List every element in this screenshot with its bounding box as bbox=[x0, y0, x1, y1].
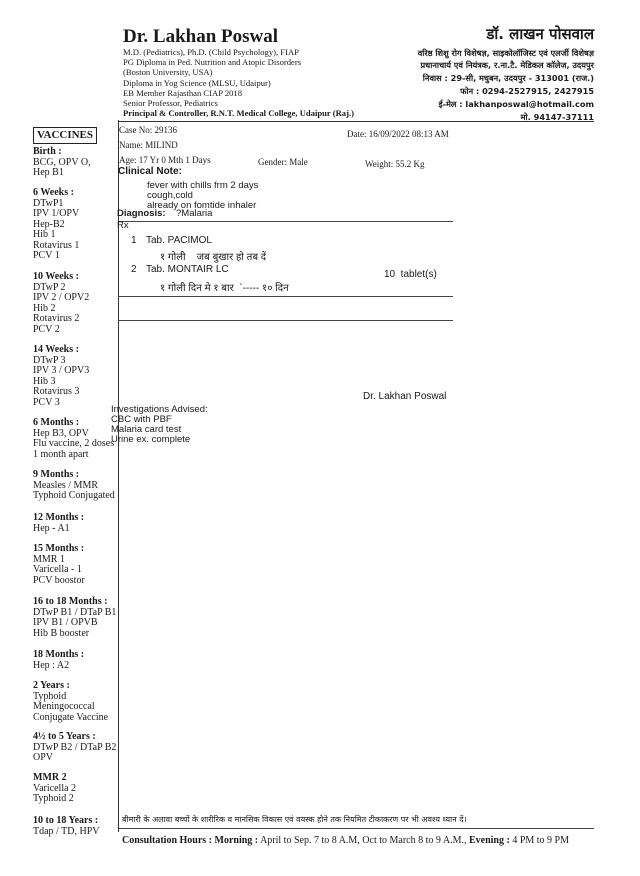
evening-label: Evening : bbox=[468, 835, 510, 846]
vaccine-section-title: 16 to 18 Months : bbox=[33, 596, 108, 607]
vaccine-item: MMR 1 bbox=[33, 553, 65, 565]
signature: Dr. Lakhan Poswal bbox=[363, 391, 447, 402]
diagnosis-value: ?Malaria bbox=[176, 208, 213, 219]
vaccine-item: PCV 3 bbox=[33, 396, 60, 408]
vaccine-section bbox=[33, 418, 114, 460]
investigation-item: Malaria card test bbox=[111, 424, 182, 435]
vaccine-section-title: Birth : bbox=[33, 146, 62, 157]
morning-label: Morning : bbox=[214, 835, 259, 846]
vaccine-section-title: 10 to 18 Years : bbox=[33, 815, 99, 826]
vaccine-item: Hib 1 bbox=[33, 229, 56, 240]
rx-item-name: Tab. PACIMOL bbox=[146, 235, 212, 246]
diagnosis-rule bbox=[118, 221, 453, 222]
vaccine-item: DTwP 2 bbox=[33, 281, 66, 293]
vaccine-item: Hep B1 bbox=[33, 167, 64, 178]
rx-item-instruction: १ गोली जब बुखार हो तब दें bbox=[160, 252, 267, 263]
vaccine-item: Typhoid bbox=[33, 690, 67, 702]
rx-item-name: Tab. MONTAIR LC bbox=[146, 264, 229, 275]
vaccine-item: Flu vaccine, 2 doses bbox=[33, 438, 115, 449]
rx-rule bbox=[118, 296, 453, 297]
vaccine-item: Typhoid 2 bbox=[33, 793, 74, 804]
morning-hours: April to Sep. 7 to 8 A.M, Oct to March 8 to 9 A.M., bbox=[260, 835, 467, 846]
patient-weight: Weight: 55.2 Kg bbox=[365, 159, 425, 169]
vaccine-item: Varicella - 1 bbox=[33, 564, 82, 575]
vaccine-section bbox=[33, 188, 79, 262]
patient-age: Age: 17 Yr 0 Mth 1 Days bbox=[119, 155, 211, 165]
vaccine-item: Hep - A1 bbox=[33, 522, 70, 534]
case-number: Case No: 29136 bbox=[119, 125, 177, 135]
vaccine-section-title: 18 Months : bbox=[33, 649, 85, 660]
patient-gender: Gender: Male bbox=[258, 157, 308, 167]
clinical-note-line: cough,cold bbox=[147, 190, 193, 201]
vaccine-item: Meningococcal bbox=[33, 701, 95, 712]
rx-item-number: 1 bbox=[131, 235, 137, 246]
diagnosis-label: Diagnosis: bbox=[117, 208, 166, 219]
vaccine-section bbox=[33, 681, 108, 723]
investigation-item: CBC with PBF bbox=[111, 414, 172, 425]
rx-rule bbox=[118, 320, 453, 321]
vaccine-item: Conjugate Vaccine bbox=[33, 711, 109, 723]
vaccine-item: OPV bbox=[33, 752, 54, 763]
vaccine-item: Measles / MMR bbox=[33, 479, 98, 491]
vaccine-section-title: 14 Weeks : bbox=[33, 344, 79, 355]
hindi-line: वरिष्ठ शिशु रोग विशेषज्ञ, साइकोलॉजिस्ट एवं एलर्जी विशेषज्ञ bbox=[417, 48, 594, 58]
qualification-line: M.D. (Pediatrics), Ph.D. (Child Psychology), FIAP bbox=[123, 47, 299, 57]
footer-hindi-note: बीमारी के अलावा बच्चों के शारीरिक व मानसिक विकास एवं वयस्क होने तक नियमित टीकाकरण पर भी अवश्य ध्यान दें। bbox=[122, 815, 467, 824]
principal-line: Principal & Controller, R.N.T. Medical College, Udaipur (Raj.) bbox=[123, 108, 354, 118]
vaccine-item: Rotavirus 2 bbox=[33, 313, 80, 324]
vaccine-section-title: 6 Weeks : bbox=[33, 187, 74, 198]
vaccine-section bbox=[33, 650, 84, 671]
vaccine-section bbox=[33, 816, 99, 837]
doctor-name: Dr. Lakhan Poswal bbox=[123, 26, 279, 47]
qualification-line: Diploma in Yog Science (MLSU, Udaipur) bbox=[123, 78, 271, 88]
vaccine-section-title: 2 Years : bbox=[33, 680, 70, 691]
vaccine-item: DTwP 3 bbox=[33, 354, 66, 366]
vaccine-item: DTwP B2 / DTaP B2 bbox=[33, 741, 117, 753]
vaccine-item: Hib 3 bbox=[33, 375, 56, 387]
vaccine-section bbox=[33, 732, 116, 764]
header-divider bbox=[118, 121, 594, 122]
vaccine-item: PCV 1 bbox=[33, 250, 60, 261]
doctor-name-hindi: डॉ. लाखन पोसवाल bbox=[486, 25, 594, 43]
hindi-address: निवास : 29-सी, मधुबन, उदयपुर - 313001 (राज.) bbox=[422, 73, 594, 83]
vaccine-item: Hib B booster bbox=[33, 627, 90, 639]
vaccine-section bbox=[33, 147, 91, 179]
qualification-line: Senior Professor, Pediatrics bbox=[123, 98, 218, 108]
vaccine-item: Rotavirus 1 bbox=[33, 239, 80, 251]
vaccine-item: DTwP1 bbox=[33, 197, 64, 209]
vaccine-item: IPV B1 / OPVB bbox=[33, 617, 98, 628]
vaccine-item: Hep : A2 bbox=[33, 659, 70, 671]
evening-hours: 4 PM to 9 PM bbox=[512, 835, 569, 846]
rx-item-instruction: १ गोली दिन मे १ बार `----- १० दिन bbox=[160, 283, 289, 294]
rx-label: Rx bbox=[117, 220, 129, 231]
vaccine-section bbox=[33, 345, 89, 408]
clinical-note-line: already on fomtide inhaler bbox=[147, 200, 257, 211]
vaccine-section-title: 10 Weeks : bbox=[33, 271, 79, 282]
hindi-line: प्रधानाचार्य एवं नियंत्रक, र.ना.टै. मेडिकल कॉलेज, उदयपुर bbox=[420, 60, 594, 70]
vaccine-section-title: 6 Months : bbox=[33, 417, 80, 428]
vaccine-item: Rotavirus 3 bbox=[33, 386, 80, 397]
vaccine-item: BCG, OPV O, bbox=[33, 156, 91, 168]
vaccine-section-title: 12 Months : bbox=[33, 512, 85, 523]
vaccine-section-title: 9 Months : bbox=[33, 469, 80, 480]
vaccine-section bbox=[33, 272, 89, 335]
qualification-line: EB Member Rajasthan CIAP 2018 bbox=[123, 88, 243, 98]
vaccine-item: IPV 2 / OPV2 bbox=[33, 292, 90, 303]
hindi-mobile: मो. 94147-37111 bbox=[520, 112, 594, 122]
vaccine-item: Tdap / TD, HPV bbox=[33, 825, 100, 837]
clinical-note-line: fever with chills frm 2 days bbox=[147, 180, 259, 191]
vaccine-item: Hib 2 bbox=[33, 302, 56, 314]
vaccine-item: Varicella 2 bbox=[33, 782, 77, 794]
vaccine-item: IPV 1/OPV bbox=[33, 208, 80, 219]
investigations-label: Investigations Advised: bbox=[111, 404, 208, 415]
vaccines-title: VACCINES bbox=[33, 127, 97, 144]
vaccine-item: Typhoid Conjugated bbox=[33, 490, 115, 501]
hindi-email: ई-मेल : lakhanposwal@hotmail.com bbox=[438, 99, 594, 109]
visit-date: Date: 16/09/2022 08:13 AM bbox=[347, 129, 449, 139]
rx-item-quantity: 10 tablet(s) bbox=[384, 269, 437, 280]
consultation-hours bbox=[122, 835, 569, 846]
vaccine-section-title: 4½ to 5 Years : bbox=[33, 731, 96, 742]
vaccine-item: PCV boostor bbox=[33, 574, 85, 586]
hindi-phone: फोन : 0294-2527915, 2427915 bbox=[460, 86, 594, 96]
vaccine-item: Hep-B2 bbox=[33, 218, 65, 230]
qualification-line: (Boston University, USA) bbox=[123, 67, 213, 77]
vaccine-section-title: MMR 2 bbox=[33, 772, 67, 783]
patient-name: Name: MILIND bbox=[119, 140, 178, 150]
vaccine-section bbox=[33, 544, 85, 586]
vaccine-section bbox=[33, 597, 116, 639]
vaccine-item: DTwP B1 / DTaP B1 bbox=[33, 606, 117, 618]
vaccine-section bbox=[33, 470, 115, 502]
vaccine-section-title: 15 Months : bbox=[33, 543, 85, 554]
vaccine-section bbox=[33, 773, 76, 805]
vaccine-item: Hep B3, OPV bbox=[33, 427, 89, 439]
consult-label: Consultation Hours : bbox=[122, 835, 213, 846]
qualification-line: PG Diploma in Ped. Nutrition and Atopic Disorders bbox=[123, 57, 302, 67]
vaccine-item: IPV 3 / OPV3 bbox=[33, 365, 90, 376]
vaccine-section bbox=[33, 513, 84, 534]
investigation-item: Urine ex. complete bbox=[111, 434, 191, 445]
vaccine-item: PCV 2 bbox=[33, 323, 60, 335]
vaccine-item: 1 month apart bbox=[33, 448, 89, 460]
footer-divider bbox=[118, 828, 594, 829]
clinical-note-label: Clinical Note: bbox=[118, 166, 182, 177]
rx-item-number: 2 bbox=[131, 264, 137, 275]
